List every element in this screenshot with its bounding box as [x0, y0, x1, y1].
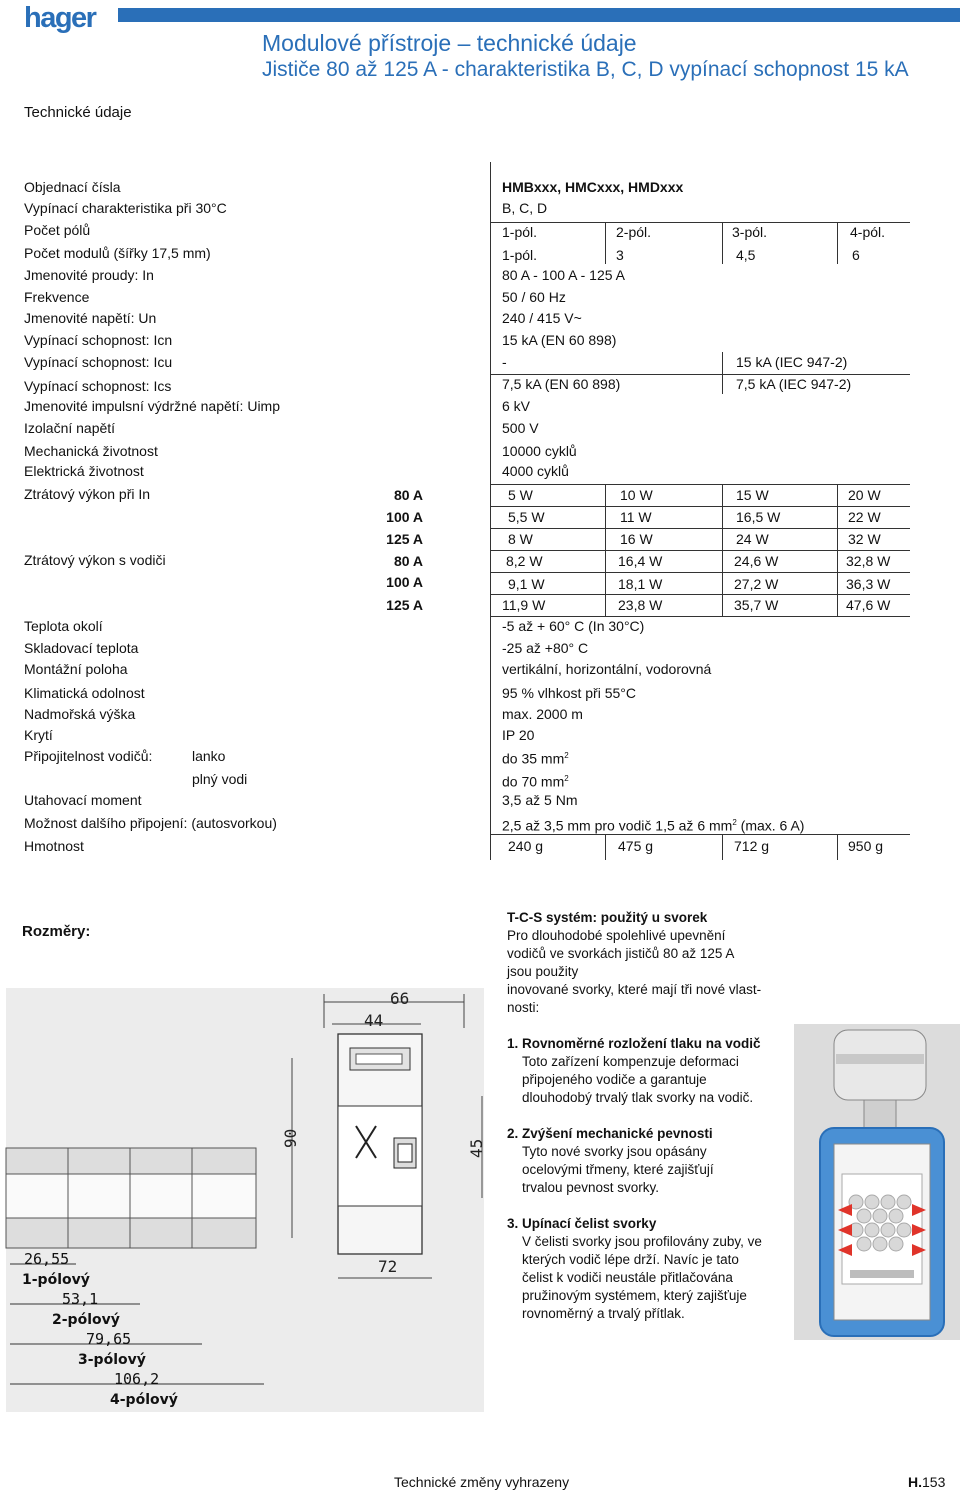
dim-72: 72 [378, 1257, 398, 1276]
dim-4pole-width: 106,2 [114, 1370, 160, 1388]
dimensions-svg [6, 988, 484, 1412]
spec-value: 2-pól. [616, 224, 652, 240]
table-cell: 11 W [620, 509, 652, 525]
spec-value: 7,5 kA (EN 60 898) [502, 376, 621, 392]
table-cell: 712 g [734, 838, 770, 854]
spec-label: Hmotnost [24, 838, 84, 854]
table-divider [490, 162, 491, 860]
table-cell: 475 g [618, 838, 654, 854]
terminal-svg [794, 1024, 960, 1340]
tcs-point-line: kterých vodič lépe drží. Navíc je tato [522, 1252, 739, 1267]
current-label: 80 A [393, 553, 423, 569]
table-cell: 5 W [508, 487, 533, 503]
spec-label: Frekvence [24, 289, 90, 305]
table-rule [490, 222, 910, 223]
spec-value: 1-pól. [502, 224, 538, 240]
spec-label: Montážní poloha [24, 661, 128, 677]
table-rule [490, 616, 910, 617]
spec-label: Ztrátový výkon s vodiči [24, 552, 166, 568]
tcs-intro-line: jsou použity [507, 964, 579, 979]
table-cell: 16,5 W [736, 509, 781, 525]
spec-value: 500 V [502, 420, 539, 436]
current-label: 80 A [393, 487, 423, 503]
tcs-point-line: pružinovým systémem, který zajišťuje [522, 1288, 747, 1303]
spec-value: HMBxxx, HMCxxx, HMDxxx [502, 179, 684, 195]
spec-value: do 70 $mm^2$ [502, 773, 569, 790]
spec-label: Počet modulů (šířky 17,5 mm) [24, 245, 211, 261]
spec-sublabel: plný vodi [192, 771, 248, 787]
col-divider [722, 222, 723, 264]
spec-label: Vypínací charakteristika při 30°C [24, 200, 227, 216]
table-cell: 47,6 W [846, 597, 891, 613]
spec-value: -25 až +80° C [502, 640, 589, 656]
current-label: 125 A [386, 531, 423, 547]
spec-label: Elektrická životnost [24, 463, 144, 479]
spec-label: Mechanická životnost [24, 443, 158, 459]
dimensions-drawing [6, 988, 484, 1412]
tcs-point-line: rovnoměrný a trvalý přítlak. [522, 1306, 685, 1321]
dim-90: 90 [281, 1128, 300, 1148]
spec-label: Teplota okolí [24, 618, 103, 634]
dim-1pole-width: 26,55 [24, 1250, 70, 1268]
dim-3pole-width: 79,65 [86, 1330, 132, 1348]
current-label: 100 A [386, 509, 423, 525]
spec-label: Jmenovité impulsní výdržné napětí: Uimp [24, 398, 280, 414]
spec-label: Objednací čísla [24, 179, 121, 195]
spec-label: Vypínací schopnost: Icn [24, 332, 173, 348]
spec-label: Krytí [24, 727, 53, 743]
spec-value: 15 kA (EN 60 898) [502, 332, 617, 348]
spec-value: 15 kA (IEC 947-2) [736, 354, 848, 370]
col-divider [605, 834, 606, 860]
table-cell: 11,9 W [502, 597, 546, 613]
tcs-point-line: V čelisti svorky jsou profilovány zuby, ve [522, 1234, 762, 1249]
tcs-intro-line: nosti: [507, 1000, 540, 1015]
table-cell: 240 g [508, 838, 544, 854]
terminal-illustration [794, 1024, 960, 1340]
tcs-point-heading: 3. Upínací čelist svorky [507, 1216, 657, 1231]
tcs-intro-line: inovované svorky, které mají tři nové vlast- [507, 982, 762, 997]
current-label: 100 A [386, 574, 423, 590]
table-cell: 23,8 W [618, 597, 663, 613]
spec-value: 7,5 kA (IEC 947-2) [736, 376, 852, 392]
tcs-heading: T-C-S systém: použitý u svorek [507, 910, 708, 925]
footer-note: Technické změny vyhrazeny [394, 1474, 570, 1490]
dimensions-heading: Rozměry: [22, 923, 91, 940]
table-cell: 27,2 W [734, 576, 779, 592]
dim-2pole-label: 2-pólový [52, 1312, 120, 1328]
table-cell: 8,2 W [506, 553, 543, 569]
table-rule [490, 506, 910, 507]
tcs-point-line: dlouhodobý trvalý tlak svorky na vodič. [522, 1090, 754, 1105]
tcs-point-line: připojeného vodiče a garantuje [522, 1072, 707, 1087]
table-rule [490, 834, 910, 835]
table-rule [490, 374, 910, 375]
page-subtitle: Jističe 80 až 125 A - charakteristika B, C, D vypínací schopnost 15 kA [262, 58, 909, 81]
spec-label: Jmenovité proudy: In [24, 267, 154, 283]
spec-value: do 35 $mm^2$ [502, 750, 569, 767]
spec-label: Vypínací schopnost: Ics [24, 378, 172, 394]
spec-value: 240 / 415 V~ [502, 310, 582, 326]
hager-logo: hager [24, 2, 96, 34]
spec-value: 2,5 až 3,5 mm pro vodič 1,5 až 6 $mm^2$ (max. 6 A) [502, 817, 805, 834]
tcs-point-line: ocelovými třmeny, které zajišťují [522, 1162, 714, 1177]
dim-3pole-label: 3-pólový [78, 1352, 146, 1368]
spec-value: 3,5 až 5 Nm [502, 792, 578, 808]
spec-label: Připojitelnost vodičů: [24, 748, 153, 764]
spec-value: 3 [616, 247, 624, 263]
table-cell: 36,3 W [846, 576, 891, 592]
col-divider [722, 834, 723, 860]
spec-value: 3-pól. [732, 224, 768, 240]
table-cell: 16,4 W [618, 553, 663, 569]
spec-value: 6 [852, 247, 860, 263]
spec-sublabel: lanko [192, 748, 226, 764]
tcs-point-heading: 1. Rovnoměrné rozložení tlaku na vodič [507, 1036, 761, 1051]
table-cell: 24 W [736, 531, 769, 547]
table-cell: 22 W [848, 509, 881, 525]
spec-value: 4-pól. [850, 224, 886, 240]
spec-label: Skladovací teplota [24, 640, 139, 656]
dim-4pole-label: 4-pólový [110, 1392, 178, 1408]
table-cell: 20 W [848, 487, 881, 503]
spec-value: 6 kV [502, 398, 531, 414]
tcs-point-line: Tyto nové svorky jsou opásány [522, 1144, 707, 1159]
spec-value: 4,5 [736, 247, 756, 263]
spec-value: 95 % vlhkost při 55°C [502, 685, 636, 701]
spec-label: Počet pólů [24, 222, 91, 238]
spec-value: max. 2000 m [502, 706, 583, 722]
spec-label: Možnost dalšího připojení: (autosvorkou) [24, 815, 277, 831]
spec-value: 4000 cyklů [502, 463, 569, 479]
section-heading: Technické údaje [24, 104, 132, 121]
table-cell: 35,7 W [734, 597, 779, 613]
spec-value: 80 A - 100 A - 125 A [502, 267, 625, 283]
spec-label: Ztrátový výkon při In [24, 486, 151, 502]
spec-value: 10000 cyklů [502, 443, 577, 459]
col-divider [837, 834, 838, 860]
col-divider [722, 352, 723, 394]
dim-2pole-width: 53,1 [62, 1290, 99, 1308]
table-rule [490, 594, 910, 595]
page-title: Modulové přístroje – technické údaje [262, 30, 637, 56]
dim-45: 45 [467, 1138, 486, 1158]
spec-label: Vypínací schopnost: Icu [24, 354, 173, 370]
table-rule [490, 572, 910, 573]
spec-value: vertikální, horizontální, vodorovná [502, 661, 712, 677]
table-cell: 32,8 W [846, 553, 891, 569]
table-cell: 32 W [848, 531, 881, 547]
table-rule [490, 528, 910, 529]
tcs-intro-line: vodičů ve svorkách jističů 80 až 125 A [507, 946, 735, 961]
dim-66: 66 [390, 989, 410, 1008]
col-divider [837, 222, 838, 264]
spec-label: Jmenovité napětí: Un [24, 310, 157, 326]
dim-1pole-label: 1-pólový [22, 1272, 90, 1288]
spec-value: B, C, D [502, 200, 548, 216]
table-cell: 5,5 W [508, 509, 545, 525]
spec-label: Utahovací moment [24, 792, 142, 808]
table-cell: 9,1 W [508, 576, 545, 592]
tcs-point-heading: 2. Zvýšení mechanické pevnosti [507, 1126, 713, 1141]
table-cell: 24,6 W [734, 553, 779, 569]
table-rule [490, 550, 910, 551]
tcs-point-line: Toto zařízení kompenzuje deformaci [522, 1054, 739, 1069]
dim-44: 44 [364, 1011, 384, 1030]
spec-label: Nadmořská výška [24, 706, 136, 722]
table-cell: 15 W [736, 487, 769, 503]
spec-value: 1-pól. [502, 247, 538, 263]
table-rule [490, 484, 910, 485]
spec-value: IP 20 [502, 727, 535, 743]
table-cell: 16 W [620, 531, 653, 547]
tcs-point-line: trvalou pevnost svorky. [522, 1180, 660, 1195]
spec-value: 50 / 60 Hz [502, 289, 566, 305]
header-bar [118, 8, 960, 22]
tcs-point-line: čelist k vodiči neustále přitlačována [522, 1270, 733, 1285]
table-cell: 8 W [508, 531, 533, 547]
table-cell: 10 W [620, 487, 653, 503]
spec-value: -5 až + 60° C (In 30°C) [502, 618, 645, 634]
tcs-intro-line: Pro dlouhodobé spolehlivé upevnění [507, 928, 726, 943]
current-label: 125 A [386, 597, 423, 613]
spec-value: - [502, 354, 507, 370]
page-number: H.153 [908, 1474, 946, 1490]
table-cell: 950 g [848, 838, 884, 854]
spec-label: Klimatická odolnost [24, 685, 145, 701]
table-cell: 18,1 W [618, 576, 663, 592]
spec-label: Izolační napětí [24, 420, 116, 436]
col-divider [605, 222, 606, 264]
